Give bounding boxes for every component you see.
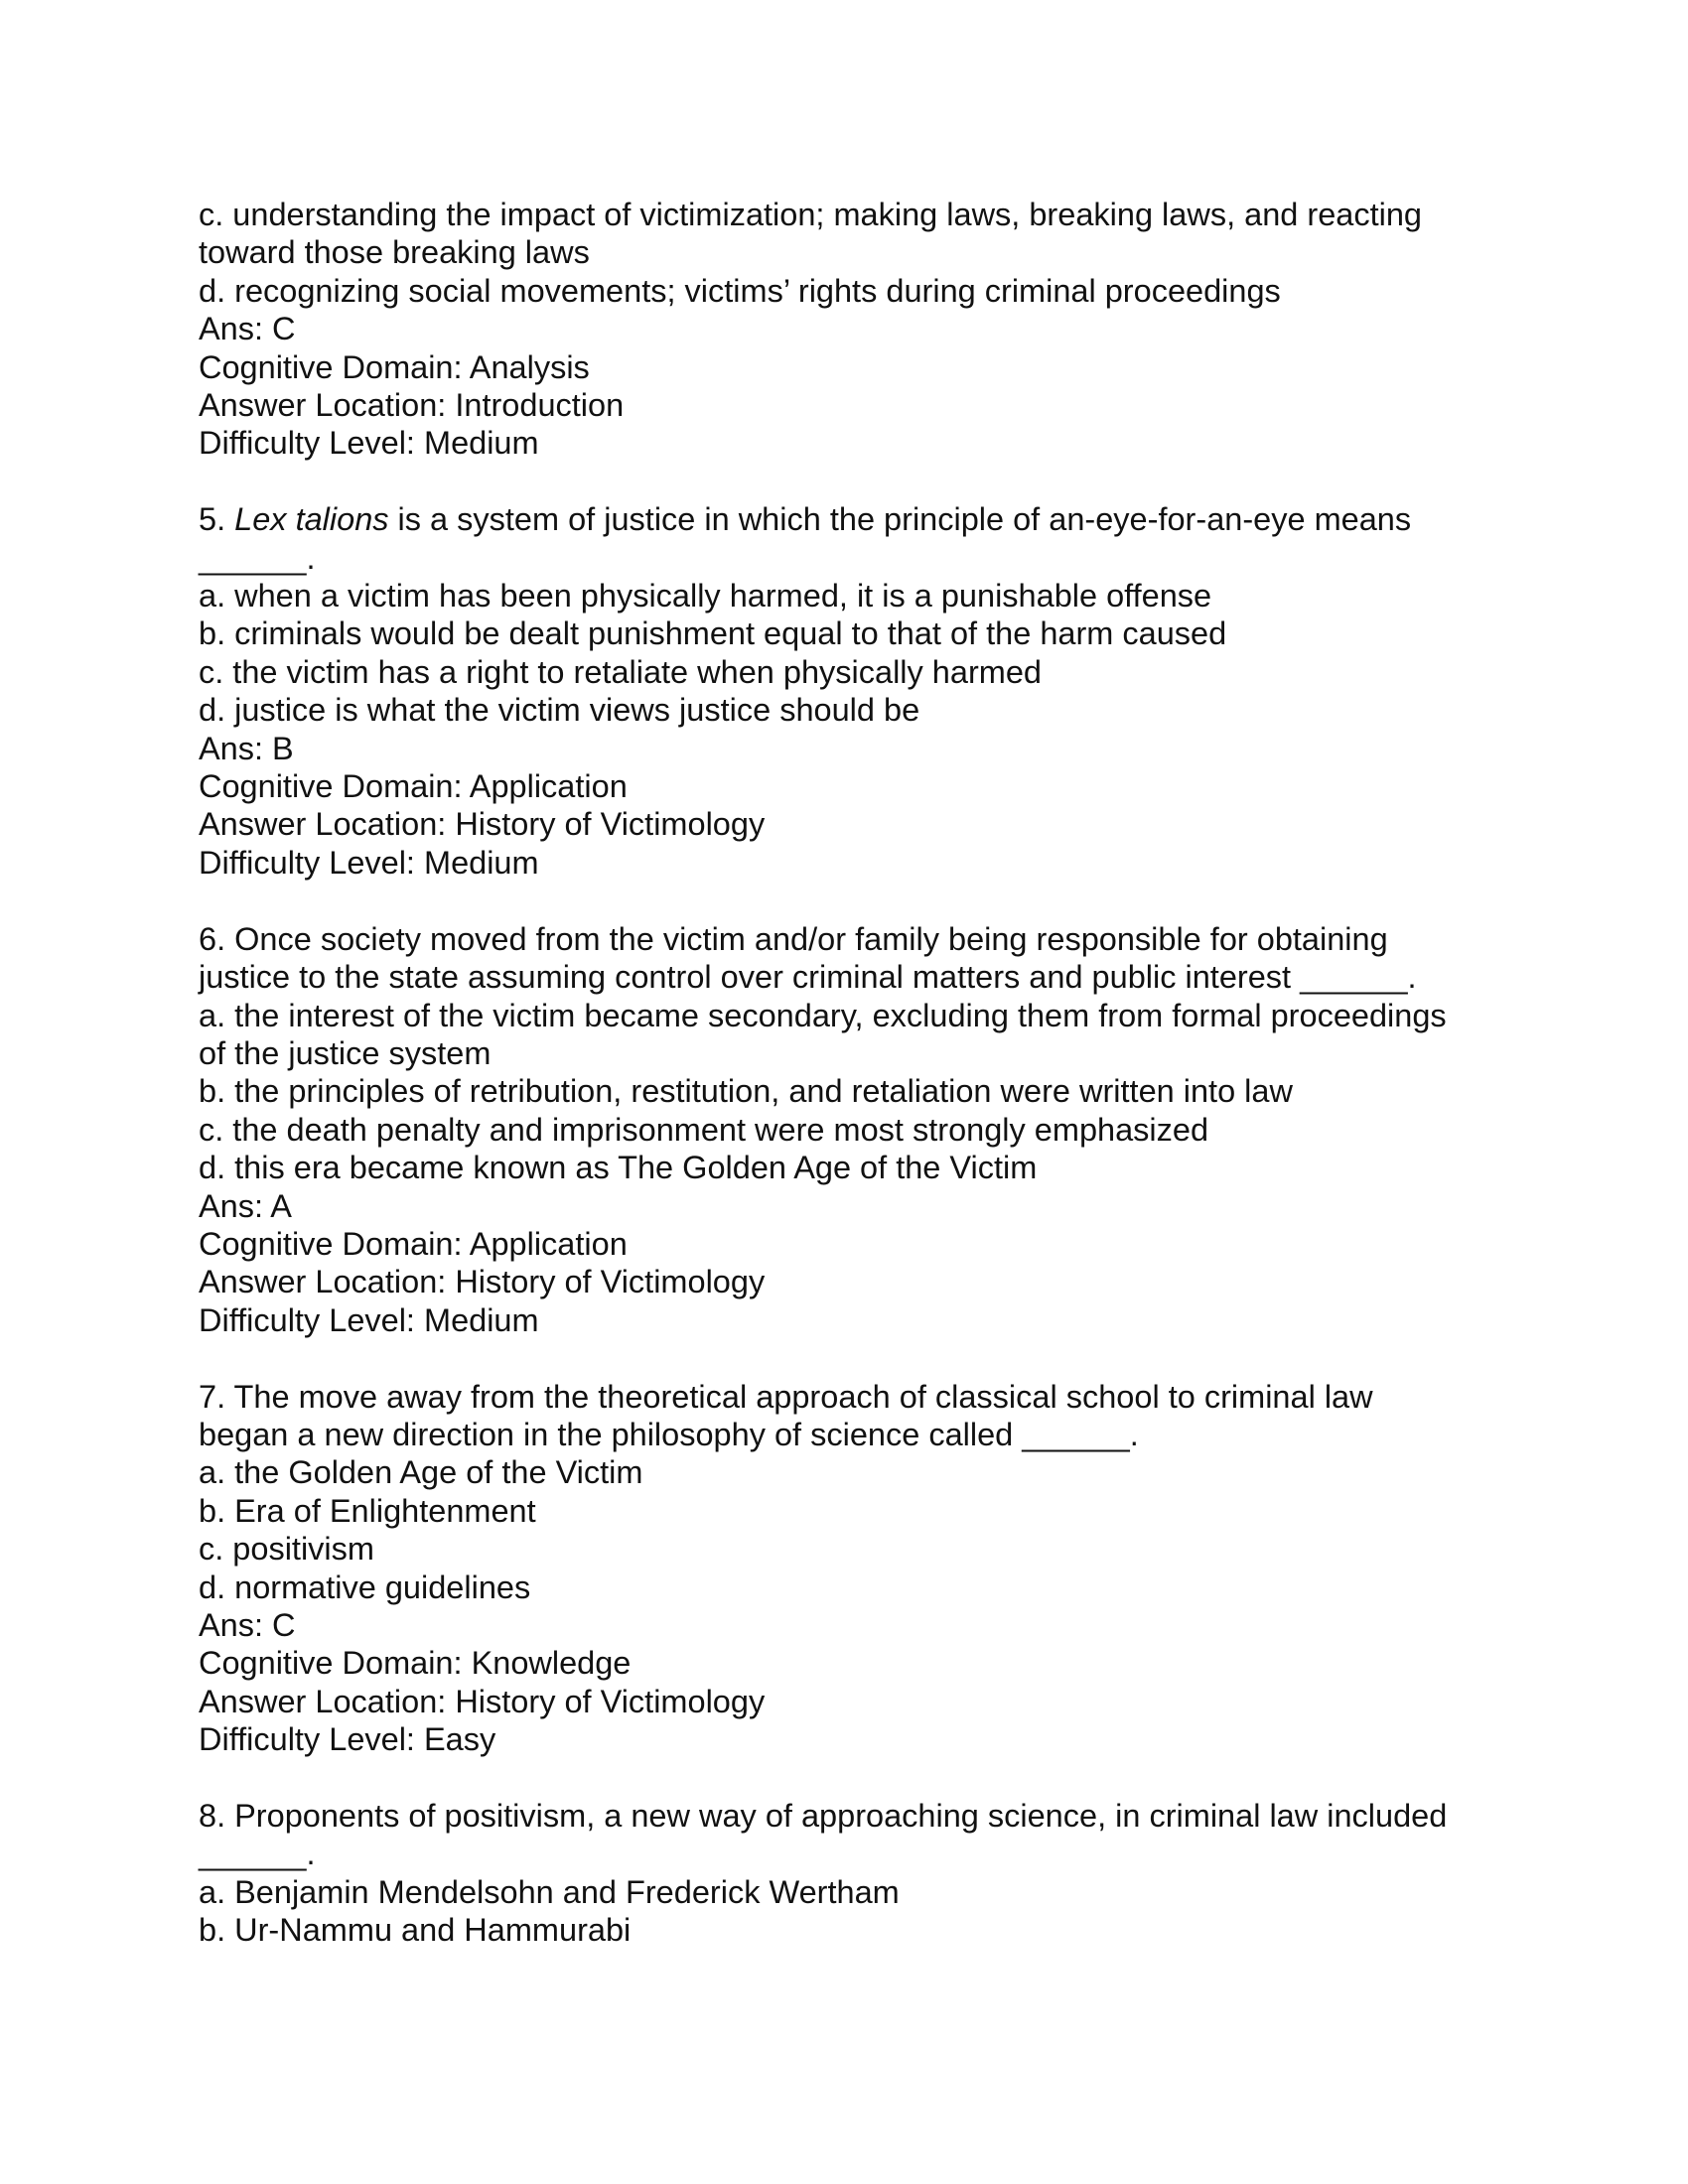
- spacer: [199, 463, 1489, 500]
- q4-option-d: d. recognizing social movements; victims’ rights during criminal proceedings: [199, 272, 1281, 309]
- spacer: [199, 882, 1489, 919]
- q7-stem-line2: began a new direction in the philosophy of science called ______.: [199, 1416, 1139, 1452]
- q7-option-d: d. normative guidelines: [199, 1569, 531, 1605]
- q7-answer: Ans: C: [199, 1606, 296, 1643]
- q6-option-d: d. this era became known as The Golden Age of the Victim: [199, 1150, 1038, 1186]
- q4-option-c-line1: c. understanding the impact of victimization; making laws, breaking laws, and reacting: [199, 197, 1423, 232]
- q7-answer-location: Answer Location: History of Victimology: [199, 1683, 766, 1719]
- q6-cognitive-domain: Cognitive Domain: Application: [199, 1225, 628, 1262]
- q8-stem-line1: 8. Proponents of positivism, a new way of approaching science, in criminal law included: [199, 1798, 1448, 1834]
- q5-italic-term: Lex talions: [234, 501, 389, 538]
- q7-stem-line1: 7. The move away from the theoretical approach of classical school to criminal law: [199, 1378, 1373, 1415]
- q5-stem-line2: ______.: [199, 539, 316, 576]
- q5-answer: Ans: B: [199, 730, 294, 766]
- q6-stem-line1: 6. Once society moved from the victim and/or family being responsible for obtaining: [199, 920, 1388, 957]
- q6-stem-line2: justice to the state assuming control over criminal matters and public interest ______.: [199, 959, 1417, 996]
- q5-answer-location: Answer Location: History of Victimology: [199, 806, 766, 843]
- question-4-tail: [199, 196, 1489, 463]
- page-content: [199, 196, 1489, 1950]
- q8-option-b: b. Ur-Nammu and Hammurabi: [199, 1912, 632, 1949]
- q4-difficulty: Difficulty Level: Medium: [199, 425, 539, 462]
- q7-cognitive-domain: Cognitive Domain: Knowledge: [199, 1645, 632, 1682]
- q5-option-d: d. justice is what the victim views justice should be: [199, 692, 920, 729]
- q4-option-c-line2: toward those breaking laws: [199, 234, 590, 271]
- spacer: [199, 1339, 1489, 1377]
- q7-difficulty: Difficulty Level: Easy: [199, 1721, 496, 1758]
- q6-option-a-line1: a. the interest of the victim became secondary, excluding them from formal proceedings: [199, 997, 1447, 1033]
- q5-stem-line1: [199, 500, 1489, 538]
- spacer: [199, 1759, 1489, 1797]
- q4-answer: Ans: C: [199, 311, 296, 347]
- q6-difficulty: Difficulty Level: Medium: [199, 1301, 539, 1338]
- q6-answer-location: Answer Location: History of Victimology: [199, 1264, 766, 1300]
- q5-option-a: a. when a victim has been physically harmed, it is a punishable offense: [199, 578, 1212, 614]
- q5-stem-rest: is a system of justice in which the principle of an-eye-for-an-eye means: [388, 501, 1412, 538]
- question-8: [199, 1797, 1489, 1950]
- q5-difficulty: Difficulty Level: Medium: [199, 844, 539, 881]
- q6-option-b: b. the principles of retribution, restitution, and retaliation were written into law: [199, 1073, 1293, 1110]
- q6-option-a-line2: of the justice system: [199, 1034, 492, 1071]
- q7-option-b: b. Era of Enlightenment: [199, 1492, 536, 1529]
- q5-cognitive-domain: Cognitive Domain: Application: [199, 768, 628, 805]
- q6-option-c: c. the death penalty and imprisonment were most strongly emphasized: [199, 1111, 1209, 1148]
- q8-option-a: a. Benjamin Mendelsohn and Frederick Wertham: [199, 1873, 900, 1910]
- q5-option-c: c. the victim has a right to retaliate when physically harmed: [199, 653, 1042, 690]
- q8-stem-line2: ______.: [199, 1836, 316, 1872]
- question-7: [199, 1378, 1489, 1759]
- q4-cognitive-domain: Cognitive Domain: Analysis: [199, 348, 590, 385]
- q4-answer-location: Answer Location: Introduction: [199, 387, 625, 424]
- q7-option-a: a. the Golden Age of the Victim: [199, 1454, 643, 1491]
- q6-answer: Ans: A: [199, 1187, 292, 1224]
- question-6: [199, 920, 1489, 1339]
- q5-number: 5.: [199, 501, 235, 538]
- q5-option-b: b. criminals would be dealt punishment equal to that of the harm caused: [199, 615, 1227, 652]
- question-5: [199, 500, 1489, 882]
- q7-option-c: c. positivism: [199, 1531, 374, 1568]
